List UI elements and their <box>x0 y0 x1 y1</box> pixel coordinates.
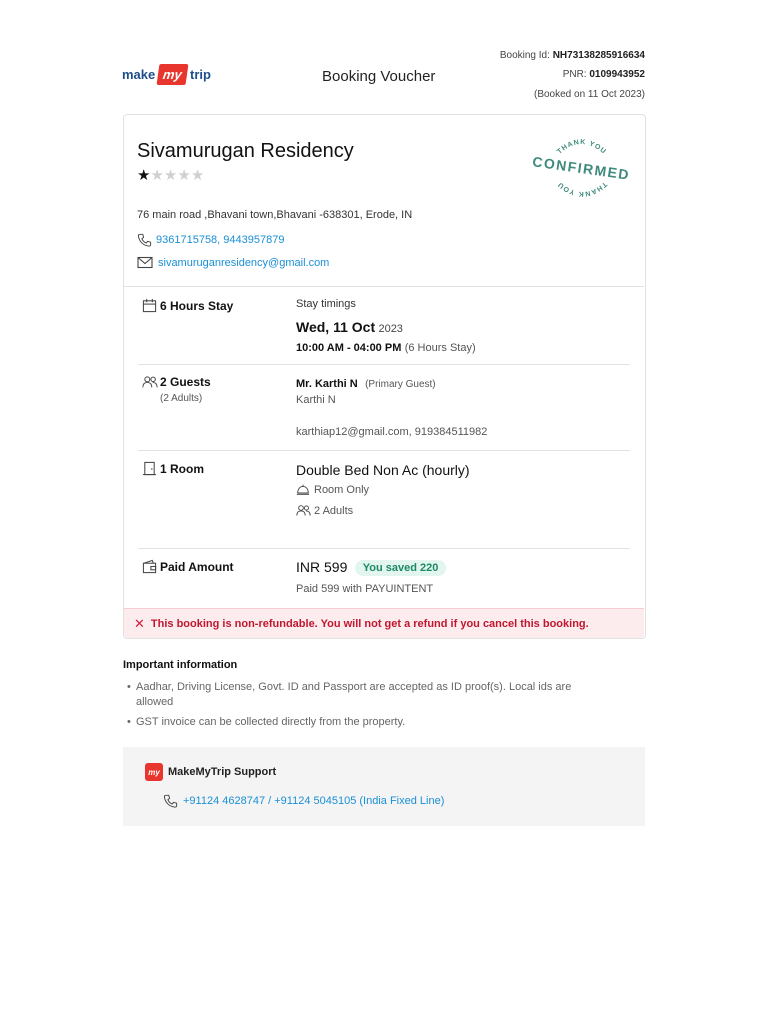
wallet-icon <box>142 559 157 574</box>
stay-date-year: 2023 <box>378 323 403 335</box>
pnr-line <box>563 69 645 80</box>
booking-id-value: NH73138285916634 <box>552 50 645 61</box>
guests-label: 2 Guests <box>160 375 211 389</box>
booking-id-label: Booking Id: <box>499 50 550 61</box>
occupancy-row <box>296 504 353 517</box>
important-info-title: Important information <box>123 659 238 671</box>
star-empty-icon: ★ <box>190 167 205 184</box>
divider <box>124 286 644 287</box>
hotel-phone-link[interactable]: 9361715758, 9443957879 <box>156 234 285 246</box>
stay-section-label <box>142 298 233 313</box>
bullet: • <box>127 681 131 693</box>
divider <box>138 450 630 451</box>
star-empty-icon: ★ <box>150 167 164 184</box>
logo-make: make <box>122 66 156 82</box>
primary-guest-name: Mr. Karthi N <box>296 378 358 390</box>
list-item <box>127 715 597 730</box>
pnr-value: 0109943952 <box>589 69 645 80</box>
divider <box>138 548 630 549</box>
room-section-label <box>142 461 204 476</box>
room-occupancy: 2 Adults <box>314 504 354 517</box>
page-title: Booking Voucher <box>322 68 436 85</box>
primary-guest-tag: (Primary Guest) <box>365 379 436 390</box>
stay-date-main: Wed, 11 Oct <box>296 319 376 335</box>
guest-contact: karthiap12@gmail.com, 919384511982 <box>296 426 488 438</box>
phone-icon <box>137 233 152 247</box>
star-empty-icon: ★ <box>163 167 178 184</box>
svg-text:THANK YOU <box>556 180 607 197</box>
star-filled-icon: ★ <box>137 167 151 184</box>
bullet: • <box>127 716 131 728</box>
non-refundable-notice <box>124 608 644 638</box>
makemytrip-logo-icon: my <box>145 763 163 781</box>
meal-plan: Room Only <box>314 483 370 496</box>
room-type: Double Bed Non Ac (hourly) <box>296 462 470 478</box>
guests-sub: (2 Adults) <box>160 393 203 404</box>
stay-label: 6 Hours Stay <box>160 298 234 313</box>
support-phone-row <box>163 794 444 808</box>
hotel-email-row <box>137 256 329 269</box>
info-item-text: GST invoice can be collected directly from the property. <box>136 716 406 728</box>
stay-date <box>296 319 403 335</box>
support-panel <box>123 747 645 826</box>
logo-trip: trip <box>190 66 211 82</box>
guests-icon <box>142 375 158 389</box>
booking-id-line <box>500 50 645 61</box>
support-title: MakeMyTrip Support <box>168 766 277 778</box>
hotel-email-link[interactable]: sivamuruganresidency@gmail.com <box>158 256 330 269</box>
paid-amount: INR 599 <box>296 559 348 575</box>
star-rating <box>137 166 204 184</box>
makemytrip-logo <box>122 60 211 88</box>
meal-row <box>296 483 369 496</box>
room-label: 1 Room <box>160 461 205 476</box>
guests-section-label <box>142 375 211 389</box>
stamp-top-text: THANK YOU <box>556 138 608 156</box>
svg-text:THANK YOU <box>556 139 607 156</box>
primary-guest <box>296 376 436 390</box>
hotel-address: 76 main road ,Bhavani town,Bhavani -638301, Erode, IN <box>137 209 413 221</box>
star-empty-icon: ★ <box>177 167 191 184</box>
payment-amount-row <box>296 559 446 576</box>
stay-time <box>296 340 476 354</box>
cloche-icon <box>296 483 310 496</box>
divider <box>138 364 630 365</box>
stay-timings-label: Stay timings <box>296 298 356 310</box>
payment-label: Paid Amount <box>160 559 234 574</box>
mail-icon <box>137 256 153 269</box>
non-refundable-text: This booking is non-refundable. You will not get a refund if you cancel this booking. <box>150 617 589 630</box>
hotel-name: Sivamurugan Residency <box>137 140 354 162</box>
guests-icon <box>296 504 311 517</box>
calendar-icon <box>142 298 157 313</box>
door-icon <box>142 461 157 476</box>
stay-time-range: 10:00 AM - 04:00 PM <box>296 342 402 354</box>
phone-icon <box>163 794 178 808</box>
info-item-text: Aadhar, Driving License, Govt. ID and Passport are accepted as ID proof(s). Local ids are allowed <box>136 681 572 708</box>
stay-time-note: (6 Hours Stay) <box>404 342 476 354</box>
important-info-list <box>127 680 597 735</box>
payment-note: Paid 599 with PAYUINTENT <box>296 583 434 595</box>
confirmed-stamp <box>528 132 634 204</box>
close-x-icon: ✕ <box>134 615 145 631</box>
booked-on: (Booked on 11 Oct 2023) <box>534 89 645 100</box>
payment-section-label <box>142 559 234 574</box>
pnr-label: PNR: <box>562 69 587 80</box>
stamp-main-text: CONFIRMED <box>531 153 632 183</box>
hotel-phone-row <box>137 233 284 247</box>
other-guest-name: Karthi N <box>296 394 336 406</box>
logo-my: my <box>157 64 189 85</box>
stamp-bottom-text: THANK YOU <box>556 180 608 198</box>
savings-badge: You saved 220 <box>355 560 447 576</box>
support-phone-link[interactable]: +91124 4628747 / +91124 5045105 (India Fixed Line) <box>183 795 445 807</box>
list-item <box>127 680 597 710</box>
